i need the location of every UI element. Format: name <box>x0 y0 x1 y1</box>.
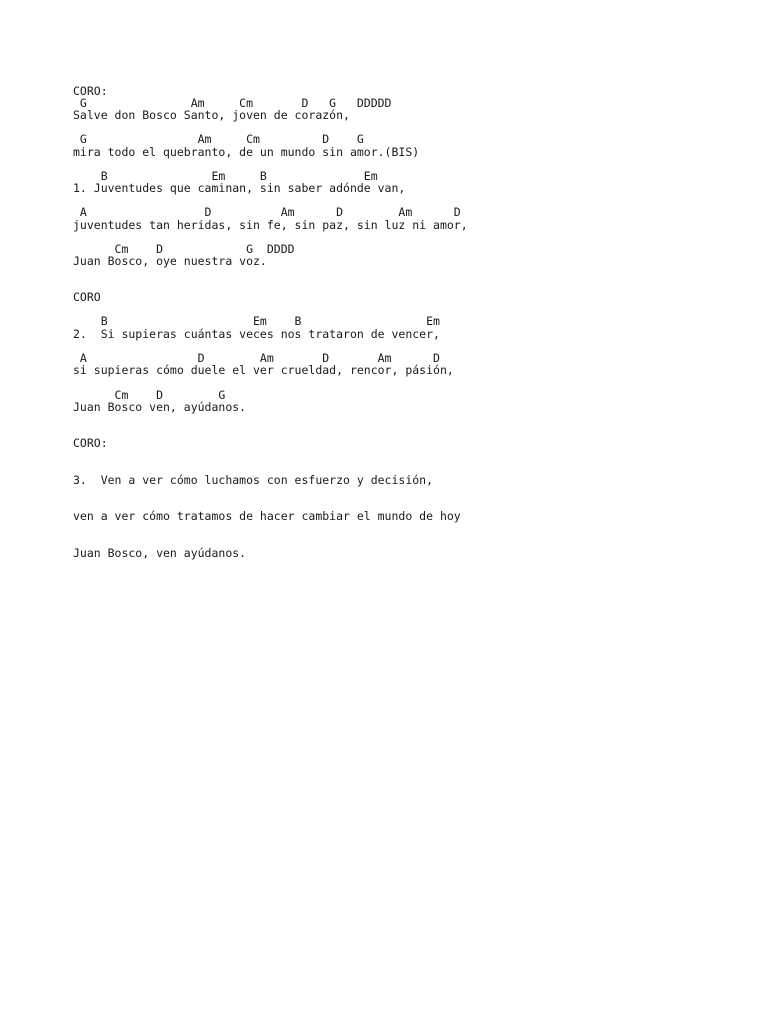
verse1-lyric-line: juventudes tan heridas, sin fe, sin paz, sin luz ni amor, <box>73 218 468 232</box>
verse3-lyric-line: 3. Ven a ver cómo luchamos con esfuerzo y decisión, <box>73 473 434 487</box>
verse2-lyric-line: si supieras cómo duele el ver crueldad, rencor, pásión, <box>73 363 454 377</box>
verse3-lyric-line: Juan Bosco, ven ayúdanos. <box>73 546 247 560</box>
verse2-chords-line: A D Am D Am D <box>73 351 440 365</box>
chorus-chords-line: G Am Cm D G DDDDD <box>73 96 392 110</box>
verse2-chords-line: B Em B Em <box>73 314 440 328</box>
verse1-chords-line: Cm D G DDDD <box>73 242 295 256</box>
verse2-lyric-line: 2. Si supieras cuántas veces nos trataron de vencer, <box>73 327 440 341</box>
verse3-lyric-line: ven a ver cómo tratamos de hacer cambiar el mundo de hoy <box>73 509 461 523</box>
verse1-lyric-line: 1. Juventudes que caminan, sin saber adónde van, <box>73 181 406 195</box>
verse1-lyric-line: Juan Bosco, oye nuestra voz. <box>73 254 267 268</box>
chorus-heading: CORO: <box>73 84 108 98</box>
chorus-reference: CORO <box>73 290 101 304</box>
chorus-chords-line: G Am Cm D G <box>73 132 364 146</box>
chorus-reference: CORO: <box>73 436 108 450</box>
verse2-chords-line: Cm D G <box>73 388 226 402</box>
verse1-chords-line: B Em B Em <box>73 169 378 183</box>
verse1-chords-line: A D Am D Am D <box>73 205 461 219</box>
chorus-lyric-line: Salve don Bosco Santo, joven de corazón, <box>73 108 350 122</box>
verse2-lyric-line: Juan Bosco ven, ayúdanos. <box>73 400 247 414</box>
chorus-lyric-line: mira todo el quebranto, de un mundo sin amor.(BIS) <box>73 145 420 159</box>
